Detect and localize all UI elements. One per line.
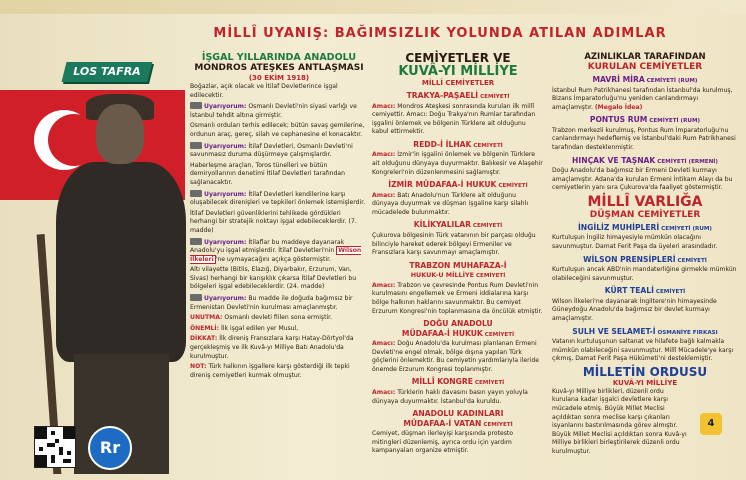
society-title: HINÇAK VE TAŞNAK CEMİYETİ (ERMENİ)	[572, 155, 718, 165]
name-tag: LOS TAFRA	[62, 62, 153, 82]
society-title: SULH VE SELAMET-İ OSMANİYE FIRKASI	[572, 326, 718, 336]
clause: İtilaf Devletleri güvenliklerini tehlikede gördükleri herhangi bir stratejik noktayı işgal edebileceklerdir. (7. madde)	[190, 209, 357, 234]
clause: Haberleşme araçları, Toros tünelleri ve bütün demiryollarının denetimi İtilaf Devletleri tarafından sağlanacaktır.	[190, 161, 346, 186]
page-number: 4	[700, 413, 722, 435]
highlight: Wilson İlkeleri	[190, 247, 362, 263]
national-army-heading: MİLLETİN ORDUSU	[582, 364, 708, 379]
kuvayi-milliye-heading: KUVÂ-YI MİLLİYE	[398, 64, 518, 79]
society-title: İZMİR MÜDAFAA-İ HUKUK CEMİYETİ	[388, 180, 528, 190]
warning-icon	[190, 190, 202, 197]
warning-icon	[190, 102, 202, 109]
column-societies: CEMİYETLER VE KUVÂ-YI MİLLİYE MİLLÎ CEMİYETLER TRAKYA-PAŞAELİ CEMİYETİ Amacı: Mondros Ateşkesi sonrasında kurulan ilk millî cemiyettir. Amacı: Doğu Trakya'nın Rumlar tarafından işgalini önlemek ve bölgenin Türklere ait olduğunu kabul ettirmektir. REDD-İ İLHAK CEMİYETİ Amacı: İzmir'in işgalini önlemek ve bölgenin Türklere ait olduğunu dünyaya duyurmaktır. Balıkesir ve Alaşehir Kongreleri'nin düzenlenmesini sağlamıştır. İZMİR MÜDAFAA-İ HUKUK CEMİYETİ Amacı: Batı Anadolu'nun Türklere ait olduğunu dünyaya duyurmak ve düşman işgaline karşı silahlı mücadelede bulunmaktır. KİLİKYALILAR CEMİYETİ Çukurova bölgesinin Türk vatanının bir parçası olduğu bilinciyle hareket ederek bölgeyi Ermeniler ve Fransızlara karşı savunmayı amaçlamıştır. TRABZON MUHAFAZA-İ HUKUK-U MİLLİYE CEMİYETİ Amacı: Trabzon ve çevresinde Pontus Rum Devleti'nin kurulmasını engellemek ve Ermeni iddialarına karşı bölge halkının haklarını savunmaktır. Bu cemiyet Erzurum Kongresi'nin toplanmasına da öncülük etmiştir. DOĞU ANADOLU MÜDAFAA-İ HUKUK CEMİYETİ Amacı: Doğu Anadolu'da kurulması planlanan Ermeni Devleti'ne engel olmak, bölge dışına yapılan Türk göçlerini önlemektir. Bu cemiyetin yardımlarıyla ileride önemde Erzurum Kongresi toplanmıştır. MİLLÎ KONGRE CEMİYETİ Amacı: Türklerin haklı davasını basın yayın yoluyla dünyaya duyurmaktır. İstanbul'da kuruldu. ANADOLU KADINLARI MÜDAFAA-İ VATAN CEMİYETİ Cemiyet, düşman ilerleyişi karşısında protesto mitingleri düzenlemiş, ayrıca ordu için yardım kampanyaları organize etmiştir.	[372, 51, 543, 455]
soldier-figure	[38, 104, 198, 474]
page-title: MİLLÎ UYANIŞ: BAĞIMSIZLIK YOLUNDA ATILAN ADIMLAR	[213, 26, 667, 41]
society-title: KİLİKYALILAR CEMİYETİ	[413, 220, 503, 230]
column-occupation: İŞGAL YILLARINDA ANADOLU MONDROS ATEŞKES ANTLAŞMASI (30 EKİM 1918) Boğazlar, açık olacak ve İtilaf Devletlerince işgal edilecektir. Uyarıyorum: Osmanlı Devleti'nin siyasi varlığı ve İstanbul tehdit altına girmiştir. Osmanlı orduları terhis edilecek; bütün savaş gemilerine, ordunun araç, gereç, silah ve cephanesine el konacaktır. Uyarıyorum: İtilaf Devletleri, Osmanlı Devleti'ni savunmasız duruma düşürmeye çalışmışlardır. Haberleşme araçları, Toros tünelleri ve bütün demiryollarının denetimi İtilaf Devletleri tarafından sağlanacaktır. Uyarıyorum: İtilaf Devletleri kendilerine karşı oluşabilecek direnişleri ve tepkileri önlemek istemişlerdir. İtilaf Devletleri güvenliklerini tehlikede gördükleri herhangi bir stratejik noktayı işgal edebileceklerdir. (7. madde) Uyarıyorum: İtilaflar bu maddeye dayanarak Anadolu'yu işgal etmişlerdir. İtilaf Devletleri'nin Wilson İlkeleri 'ne uymayacağını açıkça göstermiştir. Altı vilayette (Bitlis, Elazığ, Diyarbakır, Erzurum, Van, Sivas) herhangi bir karışıklık çıkarsa İtilaf Devletleri bu bölgeleri işgal edebileceklerdir. (24. madde) Uyarıyorum: Bu madde ile doğuda bağımsız bir Ermenistan Devleti'nin kurulması amaçlanmıştır. UNUTMA: Osmanlı devleti fiilen sona ermiştir. ÖNEMLİ: İlk işgal edilen yer Musul, DİKKAT: İlk direniş Fransızlara karşı Hatay-Dörtyol'da gerçekleşmiş ve ilk Kuvâ-yı Milliye Batı Anadolu'da kurulmuştur. NOT: Türk halkının işgallere karşı gösterdiği ilk tepki direniş cemiyetleri kurmak olmuştur.	[190, 52, 368, 382]
society-title: TRAKYA-PAŞAELİ CEMİYETİ	[406, 91, 510, 100]
section-heading: İŞGAL YILLARINDA ANADOLU	[201, 52, 357, 63]
treaty-title: MONDROS ATEŞKES ANTLAŞMASI	[194, 63, 364, 73]
society-title: WİLSON PRENSİPLERİ CEMİYETİ	[583, 254, 707, 264]
society-title: TRABZON MUHAFAZA-İ HUKUK-U MİLLİYE CEMİYETİ	[409, 260, 507, 280]
society-title: MAVRİ MİRA CEMİYETİ (RUM)	[592, 75, 698, 84]
column-minorities: AZINLIKLAR TARAFINDAN KURULAN CEMİYETLER MAVRİ MİRA CEMİYETİ (RUM) İstanbul Rum Patrikhanesi tarafından İstanbul'da kurulmuş, Bizans İmparatorluğu'nu yeniden canlandırmayı amaçlamıştır. (Megalo İdea) PONTUS RUM CEMİYETİ (RUM) Trabzon merkezli kurulmuş, Pontus Rum İmparatorluğu'nu canlandırmayı hedeflemiş ve İstanbul'daki Rum Patrikhanesi tarafından desteklenmiştir. HINÇAK VE TAŞNAK CEMİYETİ (ERMENİ) Doğu Anadolu'da bağımsız bir Ermeni Devleti kurmayı amaçlamıştır. Adana'da kurulan Ermeni İntikam Alayı da bu cemiyetlerin yanı sıra Çukurova'da faaliyet göstermiştir. MİLLÎ VARLIĞA DÜŞMAN CEMİYETLER İNGİLİZ MUHİPLERİ CEMİYETİ (RUM) Kurtuluşun İngiliz himayesiyle mümkün olacağını savunmuştur. Damat Ferit Paşa da üyeleri arasındadır. WİLSON PRENSİPLERİ CEMİYETİ Kurtuluşun ancak ABD'nin mandaterliğine girmekle mümkün olabileceğini savunmuştur. KÜRT TEALİ CEMİYETİ Wilson İlkeleri'ne dayanarak İngiltere'nin himayesinde Güneydoğu Anadolu'da bağımsız bir devlet kurmayı amaçlamıştır. SULH VE SELAMET-İ OSMANİYE FIRKASI Vatanın kurtuluşunun saltanat ve hilafete bağlı kalmakla mümkün olabileceğini savunmuştur. Millî Mücadele'ye karşı çıkmış, Damat Ferit Paşa Hükümeti'ni desteklemiştir. MİLLETİN ORDUSU KUVÂ-YI MİLLİYE Kuvâ-yı Milliye birlikleri, düzenli ordu kurulana kadar işgalci devletlere karşı mücadele etmiş. Büyük Millet Meclisi açıldıktan sonra meclise karşı çıkanları isyanlarını bastırılmasında görev almıştır. Büyük Millet Meclisi açıldıktan sonra Kuvâ-yı Milliye birlikleri birleştirilerek düzenli ordu kurulmuştur.	[552, 52, 737, 455]
society-title: İNGİLİZ MUHİPLERİ CEMİYETİ (RUM)	[577, 222, 712, 232]
publisher-logo: Rr	[88, 426, 132, 470]
society-title: MİLLÎ KONGRE CEMİYETİ	[411, 377, 505, 387]
society-title: PONTUS RUM CEMİYETİ (RUM)	[589, 115, 701, 125]
warning-icon	[190, 142, 202, 149]
qr-code[interactable]	[34, 426, 76, 468]
top-decoration	[0, 0, 746, 14]
warning-icon	[190, 238, 202, 245]
minorities-subheading: KURULAN CEMİYETLER	[587, 62, 703, 72]
soldier-photo	[0, 34, 220, 474]
societies-heading: CEMİYETLER VE	[405, 51, 511, 65]
warning-icon	[190, 294, 202, 301]
hostile-societies-subheading: DÜŞMAN CEMİYETLER	[589, 209, 701, 220]
minorities-heading: AZINLIKLAR TARAFINDAN	[584, 52, 706, 62]
treaty-date: (30 EKİM 1918)	[248, 74, 310, 82]
society-title: DOĞU ANADOLU MÜDAFAA-İ HUKUK CEMİYETİ	[401, 319, 515, 338]
clause: Altı vilayette (Bitlis, Elazığ, Diyarbakır, Erzurum, Van, Sivas) herhangi bir karışıklık çıkarsa İtilaf Devletleri bu bölgeleri işgal edebileceklerdir. (24. madde)	[190, 266, 357, 291]
society-title: ANADOLU KADINLARI MÜDAFAA-İ VATAN CEMİYETİ	[403, 409, 513, 428]
national-army-subheading: KUVÂ-YI MİLLİYE	[612, 378, 678, 387]
national-societies-subheading: MİLLÎ CEMİYETLER	[421, 79, 495, 87]
clause: Boğazlar, açık olacak ve İtilaf Devletlerince işgal edilecektir.	[190, 83, 338, 99]
society-title: REDD-İ İLHAK CEMİYETİ	[413, 139, 503, 149]
clause: Osmanlı orduları terhis edilecek; bütün savaş gemilerine, ordunun araç, gereç, silah ve cephanesine el konacaktır.	[190, 122, 365, 138]
hostile-societies-heading: MİLLÎ VARLIĞA	[587, 193, 703, 210]
society-title: KÜRT TEALİ CEMİYETİ	[604, 286, 686, 296]
